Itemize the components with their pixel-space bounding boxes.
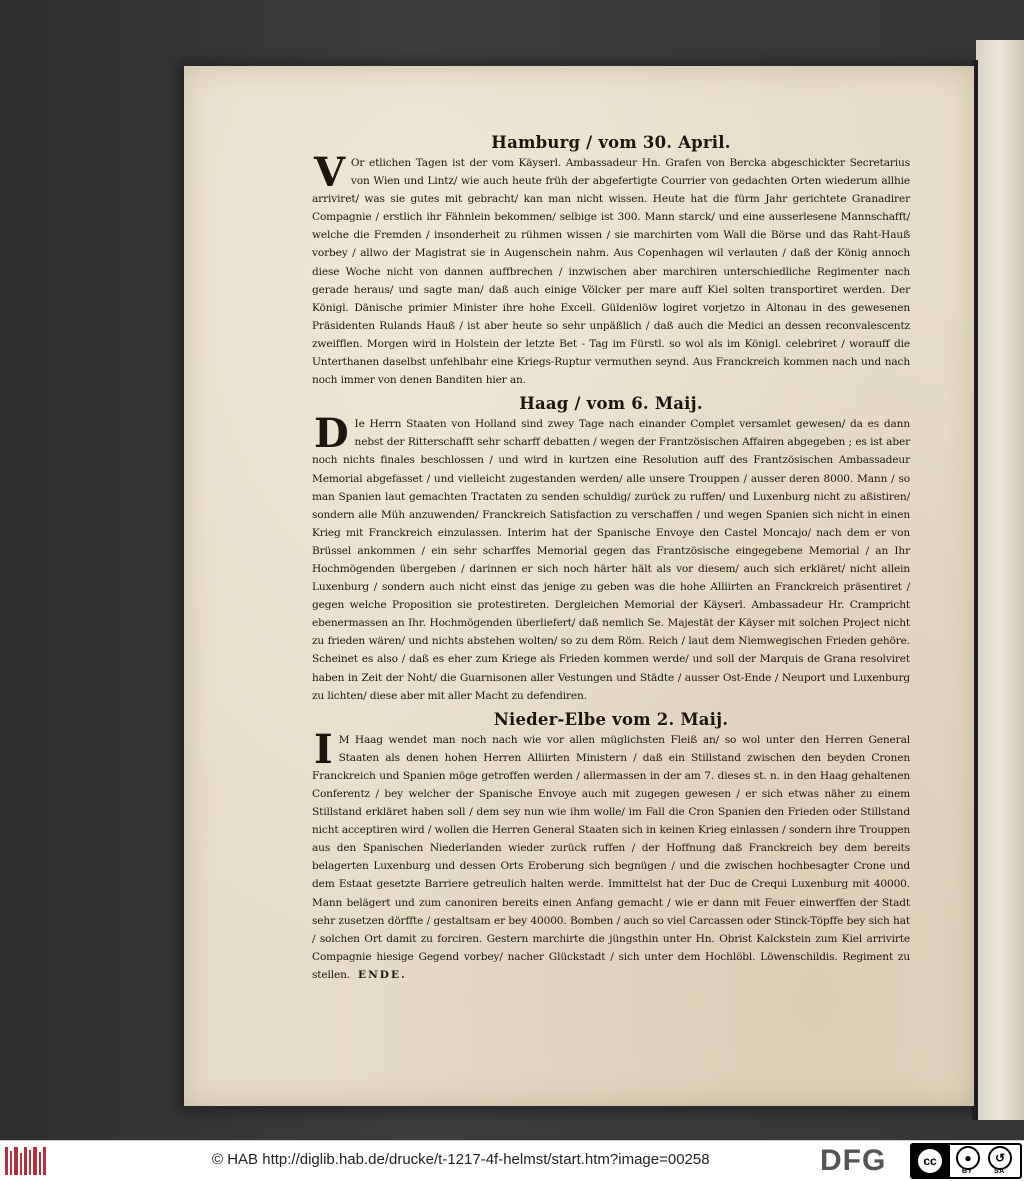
section-body-haag [312,410,910,705]
section-body-nieder-elbe [312,725,910,984]
cc-icon: cc [916,1147,944,1175]
share-alike-icon: ↺ [988,1146,1012,1170]
dropcap: D [314,410,349,458]
by-label: BY [962,1168,973,1175]
dropcap: I [314,725,333,773]
section-text: Ie Herrn Staaten von Holland sind zwey Tage nach einander Complet versamlet gewesen/ da es dann nebst der Ritterschafft sehr scharff debatten / wegen der Frantzösischen Affairen abgegeben ; es ist aber noch nichts finales beschlossen / und wird in kurtzen eine Resolution auff des Frantzösischen Ambassadeur Memorial abgefasset / und vielleicht zugestanden werden/ alle unsere Trouppen / ausser deren 8000. Mann / so man Spanien laut gemachten Tractaten zu senden schuldig/ zurück zu ruffen/ und Luxenburg nicht zu aßistiren/ sondern alle Müh anzuwenden/ Franckreich Satisfaction zu verschaffen / und wegen Spanien sich nicht in einen Krieg mit Franckreich einzulassen. Interim hat der Spanische Envoye den Castel Moncajo/ nach dem er von Brüssel ankommen / ein sehr scharffes Memorial gegen das Frantzösische eingegebene Memorial / an Ihr Hochmögenden übergeben / darinnen er sich noch härter hält als vor diesem/ auch sich erkläret/ nicht allein Luxenburg / sondern auch nicht einst das jenige zu geben was die hohe Alliirten an Franckreich präsentiret / gegen welche Proposition sie protestireten. Dergleichen Memorial der Käyserl. Ambassadeur Hr. Crampricht ebenermassen an Ihr. Hochmögenden überliefert/ daß nemlich Se. Majestät der Käyser mit solchen Project nicht zu frieden wären/ und nichts abstehen wolten/ so zu dem Röm. Reich / laut dem Niemwegischen Frieden gehöre. Scheinet es also / daß es eher zum Kriege als Frieden kommen werde/ und soll der Marquis de Grana resolviret haben in Zeit der Noht/ die Guarnisonen aller Vestungen und Städte / ausser Ost-Ende / Neuport und Luxenburg zu lichten/ diese aber mit aller Macht zu defendiren. [312,418,910,702]
section-text: Or etlichen Tagen ist der vom Käyserl. Ambassadeur Hn. Grafen von Bercka abgeschickter Secretarius von Wien und Lintz/ wie auch heute früh der abgefertigte Courrier von gedachten Orten wiederum allhie arriviret/ was sie gutes mit gebracht/ kan man nicht wissen. Heute hat die fürm Jahr gerichtete Granadirer Compagnie / erstlich ihr Fähnlein bekommen/ selbige ist 300. Mann starck/ und eine ausserlesene Mannschafft/ welche die Fremden / insonderheit zu rühmen wissen / sie marchirten vom Wall die Börse und das Raht-Hauß vorbey / allwo der Magistrat sie in Augenschein nahm. Aus Copenhagen wil verlauten / daß der König annoch diese Woche nicht von dannen auffbrechen / inzwischen aber marchiren unterschiedliche Regimenter nach gerade heraus/ und sagte man/ daß auch einige Völcker per mare auff Kiel solten transportiret werden. Der Königl. Dänische primier Minister ihre hohe Excell. Güldenlöw logiret vorjetzo in Altonau in des gewesenen Präsidenten Rulands Hauß / ist aber heute so sehr unpäßlich / daß auch die Medici an dessen reconvalescentz zweifflen. Morgen wird in Holstein der letzte Bet - Tag im Fürstl. so wol als im Königl. celebriret / worauff die Unterthanen daselbst unfehlbahr eine Kriegs-Ruptur vermuthen seynd. Aus Franckreich kommen nach und nach noch immer von denen Banditen hier an. [312,157,910,387]
barcode-icon [4,1145,48,1177]
section-heading-hamburg: Hamburg / vom 30. April. [491,133,731,152]
sa-label: SA [994,1168,1005,1175]
section-heading-haag: Haag / vom 6. Maij. [519,394,703,414]
attribution-icon: ● [956,1146,980,1170]
section-text: M Haag wendet man noch nach wie vor allen müglichsten Fleiß an/ so wol unter den Herren General Staaten als denen hohen Herren Alliirten Ministern / daß ein Stillstand zwischen den beyden Cronen Franckreich und Spanien möge getroffen werden / allermassen in der am 7. dieses st. n. in den Haag gehaltenen Conferentz / bey welcher der Spanische Envoye auch mit zugegen gewesen / er sich etwas näher zu einem Stillstand erkläret haben soll / dem sey nun wie ihm wolle/ im Fall die Cron Spanien den Frieden oder Stillstand nicht acceptiren wird / wollen die Herren General Staaten sich in keinen Krieg einlassen / sondern ihre Trouppen aus den Spanischen Niederlanden wieder zurück ruffen / der Hoffnung daß Franckreich bey dem bereits belagerten Luxenburg und dessen Orts Eroberung sich begnügen / und die zwischen hochbesagter Crone und dem Estaat gesetzte Barriere getreulich halten werde. Immittelst hat der Duc de Crequi Luxenburg mit 40000. Mann belägert und zum canoniren bereits einen Anfang gemacht / wie er dann mit Feuer einwerffen der Stadt sehr zusetzen dörffte / gestaltsam er bey 40000. Bomben / auch so viel Carcassen oder Stinck-Töpffe bey sich hat / solchen Ort damit zu forciren. Gestern marchirte die jüngsthin unter Hn. Obrist Kalckstein zum Kiel arrivirte Compagnie hiesige Gegend vorbey/ nacher Glückstadt / sich unter dem Hochlöbl. Löwenschildis. Regiment zu stellen. [312,733,910,981]
section-body-hamburg [312,149,910,389]
scanned-page [184,66,974,1106]
section-heading-nieder-elbe: Nieder-Elbe vom 2. Maij. [493,709,729,729]
adjacent-page-edge [976,40,1024,1120]
dropcap: V [314,149,345,196]
footer-bar [0,1140,1024,1181]
finis-mark: ENDE. [358,968,407,981]
cc-license-badge[interactable] [910,1143,1022,1179]
newspaper-text [312,128,910,984]
source-link[interactable]: © HAB http://diglib.hab.de/drucke/t-1217-4f-helmst/start.htm?image=00258 [212,1151,710,1168]
dfg-logo: DFG [820,1144,887,1177]
